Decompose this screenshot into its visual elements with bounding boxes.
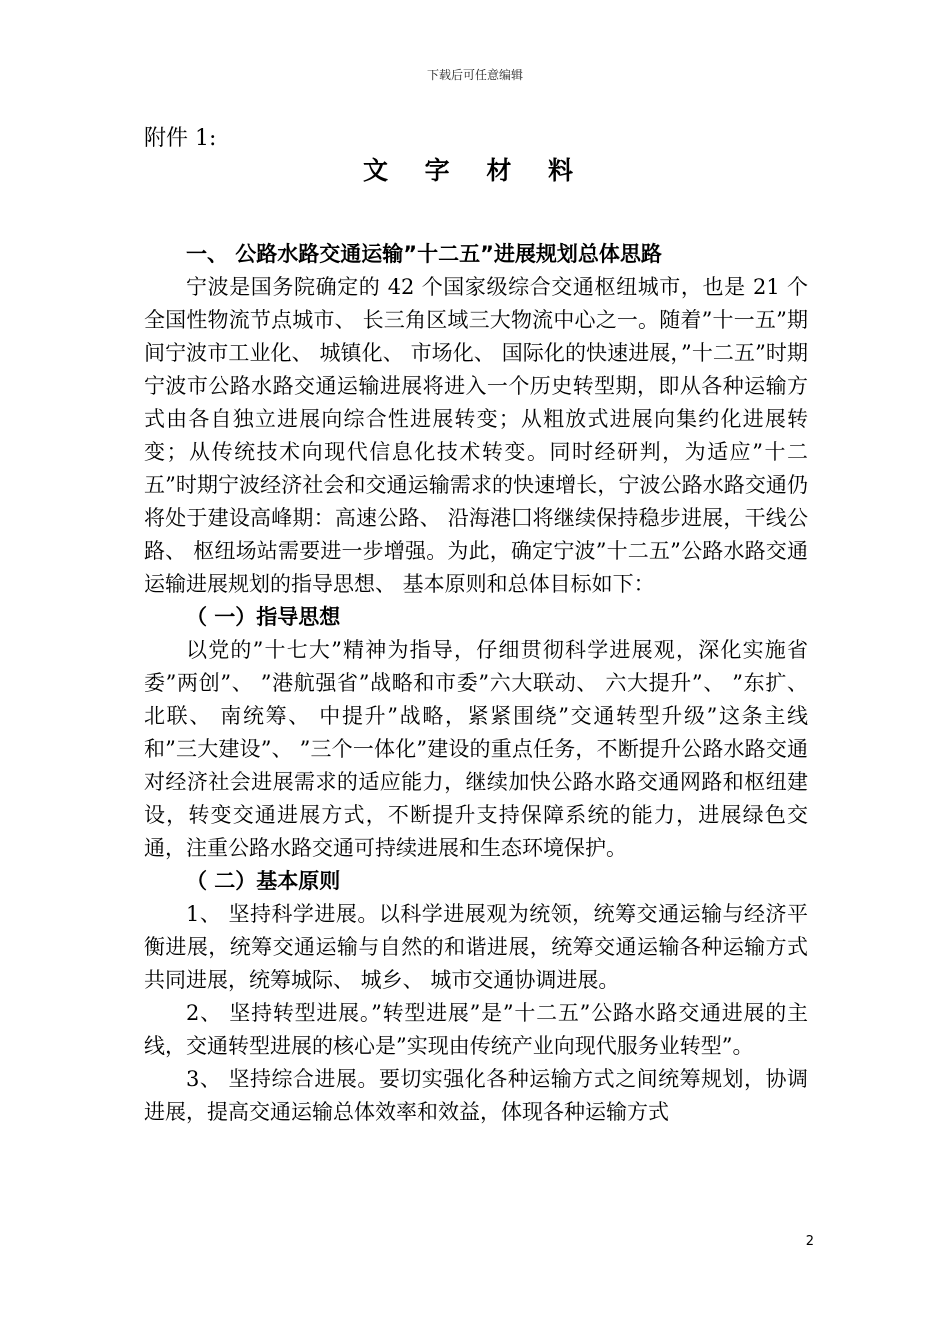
page-number: 2 xyxy=(805,1234,814,1249)
header-note: 下载后可任意编辑 xyxy=(426,68,523,82)
attachment-label: 附件 1: xyxy=(144,126,217,151)
principle-2-paragraph: 2、 坚持转型进展。”转型进展”是”十二五”公路水路交通进展的主线，交通转型进展的核心是”实现由传统产业向现代服务业转型”。 xyxy=(144,1001,808,1058)
principle-3-paragraph: 3、 坚持综合进展。要切实强化各种运输方式之间统筹规划，协调进展，提高交通运输总体效率和效益，体现各种运输方式 xyxy=(144,1067,808,1124)
principles-heading: （ 二）基本原则 xyxy=(186,869,341,893)
guiding-paragraph: 以党的”十七大”精神为指导，仔细贯彻科学进展观，深化实施省委”两创”、 ”港航强省”战略和市委”六大联动、 六大提升”、 ”东扩、 北联、 南统筹、 中提升”战略，紧紧围绕”交通转型升级”这条主线和”三大建设”、 ”三个一体化”建设的重点任务，不断提升公路水路交通对经济社会进展需求的适应能力，继续加快公路水路交通网路和枢纽建设，转变交通进展方式，不断提升支持保障系统的能力，进展绿色交通，注重公路水路交通可持续进展和生态环境保护。 xyxy=(144,638,808,860)
principle-1-paragraph: 1、 坚持科学进展。以科学进展观为统领，统筹交通运输与经济平衡进展，统筹交通运输与自然的和谐进展，统筹交通运输各种运输方式共同进展，统筹城际、 城乡、 城市交通协调进展。 xyxy=(144,902,808,992)
document-body xyxy=(144,238,808,1129)
document-title: 文 字 材 料 xyxy=(362,156,588,185)
section-heading: 一、 公路水路交通运输”十二五”进展规划总体思路 xyxy=(186,242,662,266)
guiding-heading: （ 一）指导思想 xyxy=(186,605,341,629)
intro-paragraph: 宁波是国务院确定的 42 个国家级综合交通枢纽城市，也是 21 个全国性物流节点城市、 长三角区域三大物流中心之一。随着”十一五”期间宁波市工业化、 城镇化、 市场化、 国际化的快速进展，”十二五”时期宁波市公路水路交通运输进展将进入一个历史转型期，即从各种运输方式由各自独立进展向综合性进展转变；从粗放式进展向集约化进展转变；从传统技术向现代信息化技术转变。同时经研判，为适应”十二五”时期宁波经济社会和交通运输需求的快速增长，宁波公路水路交通仍将处于建设高峰期：高速公路、 沿海港囗将继续保持稳步进展，干线公路、 枢纽场站需要进一步增强。为此，确定宁波”十二五”公路水路交通运输进展规划的指导思想、 基本原则和总体目标如下： xyxy=(144,275,808,596)
